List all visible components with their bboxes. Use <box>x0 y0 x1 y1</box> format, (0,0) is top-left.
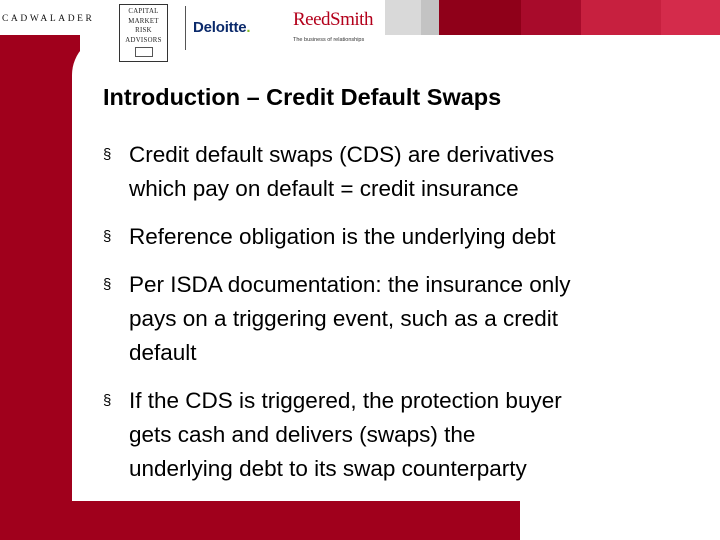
deloitte-logo-text: Deloitte <box>193 19 247 36</box>
header-accent-block <box>661 0 720 35</box>
bullet-marker: § <box>103 392 112 409</box>
crma-logo-line: CAPITAL <box>128 8 159 15</box>
bullet-item <box>103 138 703 206</box>
background-red-bottom-band <box>0 500 528 540</box>
bullet-item <box>103 268 703 370</box>
header-accent-block <box>521 0 581 35</box>
header-accent-blocks <box>385 0 720 35</box>
slide-title: Introduction – Credit Default Swaps <box>103 84 502 110</box>
background-red-band <box>0 35 80 540</box>
deloitte-logo <box>193 19 250 36</box>
crma-logo-emblem <box>135 47 153 57</box>
bullet-text-line: Per ISDA documentation: the insurance only <box>129 272 571 297</box>
logo-divider <box>185 6 186 50</box>
bullet-text-line: If the CDS is triggered, the protection buyer <box>129 388 562 413</box>
reedsmith-tagline: The business of relationships <box>293 37 365 43</box>
bullet-text-line: pays on a triggering event, such as a credit <box>129 306 558 331</box>
bullet-marker: § <box>103 276 112 293</box>
bullet-list <box>103 138 703 500</box>
header-accent-block <box>439 0 521 35</box>
bullet-item <box>103 384 703 486</box>
crma-logo-line: RISK <box>135 27 152 34</box>
bullet-text-line: underlying debt to its swap counterparty <box>129 456 527 481</box>
header-accent-block <box>385 0 403 35</box>
deloitte-logo-dot: . <box>246 19 251 36</box>
bullet-text-line: gets cash and delivers (swaps) the <box>129 422 476 447</box>
header-accent-block <box>421 0 439 35</box>
crma-logo-line: ADVISORS <box>125 36 162 44</box>
bullet-text-line: which pay on default = credit insurance <box>129 176 519 201</box>
bullet-text-line: Credit default swaps (CDS) are derivatives <box>129 142 555 167</box>
bullet-text-line: default <box>129 340 197 365</box>
header-accent-block <box>581 0 661 35</box>
reedsmith-logo: ReedSmith <box>293 9 373 30</box>
crma-logo-line: MARKET <box>128 17 159 25</box>
bullet-item <box>103 220 703 254</box>
bullet-marker: § <box>103 146 112 163</box>
header-accent-block <box>403 0 421 35</box>
bullet-marker: § <box>103 228 112 245</box>
cadwalader-logo: CADWALADER <box>2 14 95 24</box>
bullet-text-line: Reference obligation is the underlying debt <box>129 224 556 249</box>
capital-market-risk-advisors-logo <box>119 4 168 62</box>
